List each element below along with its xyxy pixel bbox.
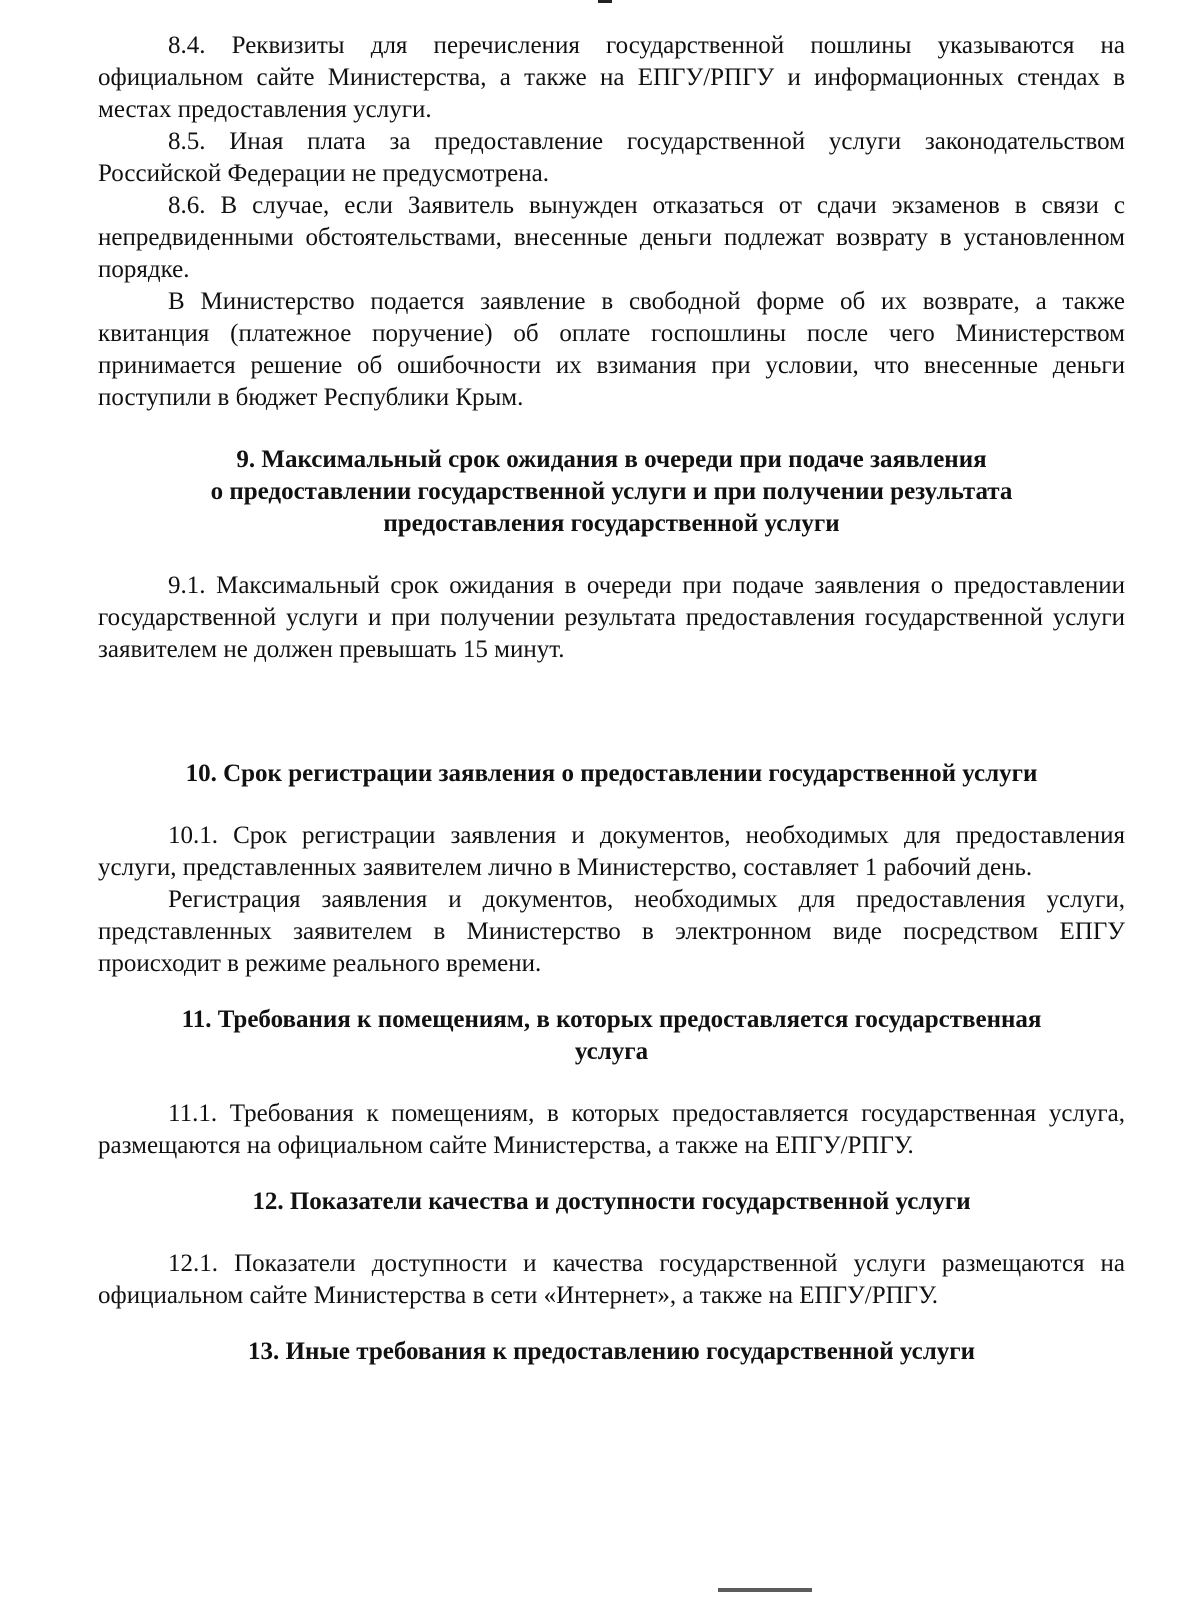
paragraph-12-1: 12.1. Показатели доступности и качества государственной услуги размещаются на официальном сайте Министерства в сети «Интернет», а также на ЕПГУ/РПГУ.: [98, 1250, 1125, 1309]
section-12-heading: 12. Показатели качества и доступности государственной услуги: [252, 1188, 971, 1215]
document-page: [98, 30, 1125, 1368]
stamp-fragment: [718, 1588, 812, 1592]
paragraph-8-6-refund: В Министерство подается заявление в свободной форме об их возврате, а также квитанция (платежное поручение) об оплате госпошлины после чего Министерством принимается решение об ошибочности их взимания при условии, что внесенные деньги поступили в бюджет Республики Крым.: [98, 288, 1125, 411]
section-11-heading: [98, 1004, 1125, 1068]
section-10-heading: 10. Срок регистрации заявления о предоставлении государственной услуги: [185, 760, 1038, 787]
heading-line: о предоставлении государственной услуги и при получении результата: [210, 478, 1013, 505]
heading-line: предоставления государственной услуги: [383, 510, 840, 537]
section-9-heading: [98, 444, 1125, 540]
paragraph-9-1: 9.1. Максимальный срок ожидания в очереди при подаче заявления о предоставлении государственной услуги и при получении результата предоставления государственной услуги заявителем не должен превышать 15 минут.: [98, 572, 1125, 663]
paragraph-8-4: 8.4. Реквизиты для перечисления государственной пошлины указываются на официальном сайте Министерства, а также на ЕПГУ/РПГУ и информационных стендах в местах предоставления услуги.: [98, 32, 1125, 123]
paragraph-10-1-electronic: Регистрация заявления и документов, необходимых для предоставления услуги, представленных заявителем в Министерство в электронном виде посредством ЕПГУ происходит в режиме реального времени.: [98, 886, 1125, 977]
section-13-heading: 13. Иные требования к предоставлению государственной услуги: [248, 1338, 975, 1365]
page-number-fragment: [598, 0, 612, 3]
heading-line: 11. Требования к помещениям, в которых предоставляется государственная: [181, 1006, 1042, 1033]
paragraph-10-1: 10.1. Срок регистрации заявления и документов, необходимых для предоставления услуги, представленных заявителем лично в Министерство, составляет 1 рабочий день.: [98, 822, 1125, 881]
paragraph-8-5: 8.5. Иная плата за предоставление государственной услуги законодательством Российской Федерации не предусмотрена.: [98, 128, 1125, 187]
paragraph-8-6: 8.6. В случае, если Заявитель вынужден отказаться от сдачи экзаменов в связи с непредвиденными обстоятельствами, внесенные деньги подлежат возврату в установленном порядке.: [98, 192, 1125, 283]
paragraph-11-1: 11.1. Требования к помещениям, в которых предоставляется государственная услуга, размещаются на официальном сайте Министерства, а также на ЕПГУ/РПГУ.: [98, 1100, 1125, 1159]
heading-line: услуга: [574, 1038, 649, 1065]
heading-line: 9. Максимальный срок ожидания в очереди при подаче заявления: [236, 446, 987, 473]
